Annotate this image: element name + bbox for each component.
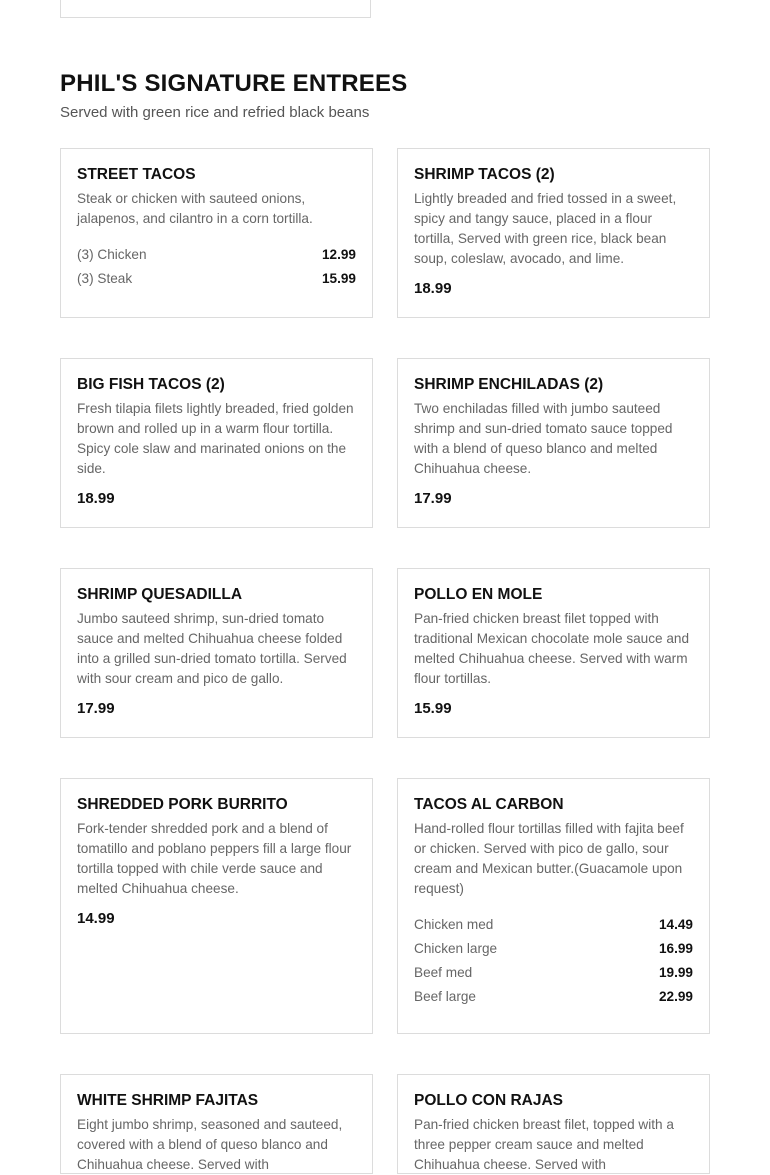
menu-item-description: Eight jumbo shrimp, seasoned and sauteed, covered with a blend of queso blanco and Chihuahua cheese. Served with: [77, 1117, 343, 1172]
price-option-row: [77, 267, 356, 291]
menu-grid: [60, 148, 710, 1174]
section-subtitle: Served with green rice and refried black beans: [60, 104, 370, 121]
option-price: 14.49: [658, 917, 693, 932]
option-name: Chicken large: [414, 941, 498, 956]
option-name: Beef med: [414, 965, 473, 980]
menu-item-shredded-pork-burrito[interactable]: [60, 778, 373, 1034]
option-price: 22.99: [658, 989, 693, 1004]
menu-item-description: Fresh tilapia filets lightly breaded, fried golden brown and rolled up in a warm flour tortilla. Spicy cole slaw and marinated onions on the side.: [77, 401, 354, 476]
menu-item-price: 18.99: [77, 490, 115, 507]
menu-item-price: 17.99: [414, 490, 452, 507]
menu-item-title: TACOS AL CARBON: [414, 796, 564, 813]
menu-item-description: Jumbo sauteed shrimp, sun-dried tomato sauce and melted Chihuahua cheese folded into a grilled sun-dried tomato tortilla. Served with sour cream and pico de gallo.: [77, 611, 347, 686]
option-name: (3) Chicken: [77, 247, 147, 262]
menu-item-white-shrimp-fajitas[interactable]: [60, 1074, 373, 1174]
previous-menu-card: [60, 0, 371, 18]
menu-item-title: STREET TACOS: [77, 166, 196, 183]
menu-item-shrimp-enchiladas[interactable]: [397, 358, 710, 528]
price-options: [77, 243, 356, 291]
menu-item-title: POLLO CON RAJAS: [414, 1092, 563, 1109]
menu-item-pollo-en-mole[interactable]: [397, 568, 710, 738]
menu-item-price: 15.99: [414, 700, 452, 717]
menu-item-title: SHRIMP TACOS (2): [414, 166, 555, 183]
menu-item-title: POLLO EN MOLE: [414, 586, 543, 603]
menu-item-description: Pan-fried chicken breast filet topped with traditional Mexican chocolate mole sauce and melted Chihuahua cheese. Served with warm flour tortillas.: [414, 611, 690, 686]
menu-item-title: SHRIMP QUESADILLA: [77, 586, 243, 603]
menu-item-price: 14.99: [77, 910, 115, 927]
menu-item-price: 18.99: [414, 280, 452, 297]
menu-item-title: SHRIMP ENCHILADAS (2): [414, 376, 604, 393]
menu-item-description: Steak or chicken with sauteed onions, jalapenos, and cilantro in a corn tortilla.: [77, 191, 313, 226]
menu-item-description: Hand-rolled flour tortillas filled with fajita beef or chicken. Served with pico de gallo, sour cream and Mexican butter.(Guacamole upon request): [414, 821, 684, 896]
option-name: Beef large: [414, 989, 476, 1004]
price-option-row: [414, 961, 693, 985]
menu-item-street-tacos[interactable]: [60, 148, 373, 318]
menu-item-big-fish-tacos[interactable]: [60, 358, 373, 528]
option-price: 12.99: [321, 247, 356, 262]
menu-item-title: SHREDDED PORK BURRITO: [77, 796, 288, 813]
price-option-row: [414, 913, 693, 937]
price-option-row: [414, 985, 693, 1009]
option-price: 16.99: [658, 941, 693, 956]
menu-item-description: Pan-fried chicken breast filet, topped with a three pepper cream sauce and melted Chihuahua cheese. Served with: [414, 1117, 674, 1172]
price-option-row: [77, 243, 356, 267]
price-options: [414, 913, 693, 1009]
menu-item-pollo-con-rajas[interactable]: [397, 1074, 710, 1174]
option-name: (3) Steak: [77, 271, 133, 286]
menu-item-description: Two enchiladas filled with jumbo sauteed shrimp and sun-dried tomato sauce topped with a blend of queso blanco and melted Chihuahua cheese.: [414, 401, 673, 476]
menu-item-shrimp-tacos[interactable]: [397, 148, 710, 318]
option-price: 19.99: [658, 965, 693, 980]
option-price: 15.99: [321, 271, 356, 286]
menu-item-description: Lightly breaded and fried tossed in a sweet, spicy and tangy sauce, placed in a flour tortilla, Served with green rice, black bean soup, coleslaw, avocado, and lime.: [414, 191, 677, 266]
menu-item-title: BIG FISH TACOS (2): [77, 376, 225, 393]
option-name: Chicken med: [414, 917, 494, 932]
menu-item-title: WHITE SHRIMP FAJITAS: [77, 1092, 259, 1109]
price-option-row: [414, 937, 693, 961]
menu-item-shrimp-quesadilla[interactable]: [60, 568, 373, 738]
menu-item-tacos-al-carbon[interactable]: [397, 778, 710, 1034]
menu-item-price: 17.99: [77, 700, 115, 717]
menu-item-description: Fork-tender shredded pork and a blend of tomatillo and poblano peppers fill a large flour tortilla topped with chile verde sauce and melted Chihuahua cheese.: [77, 821, 352, 896]
section-title: PHIL'S SIGNATURE ENTREES: [60, 70, 408, 97]
